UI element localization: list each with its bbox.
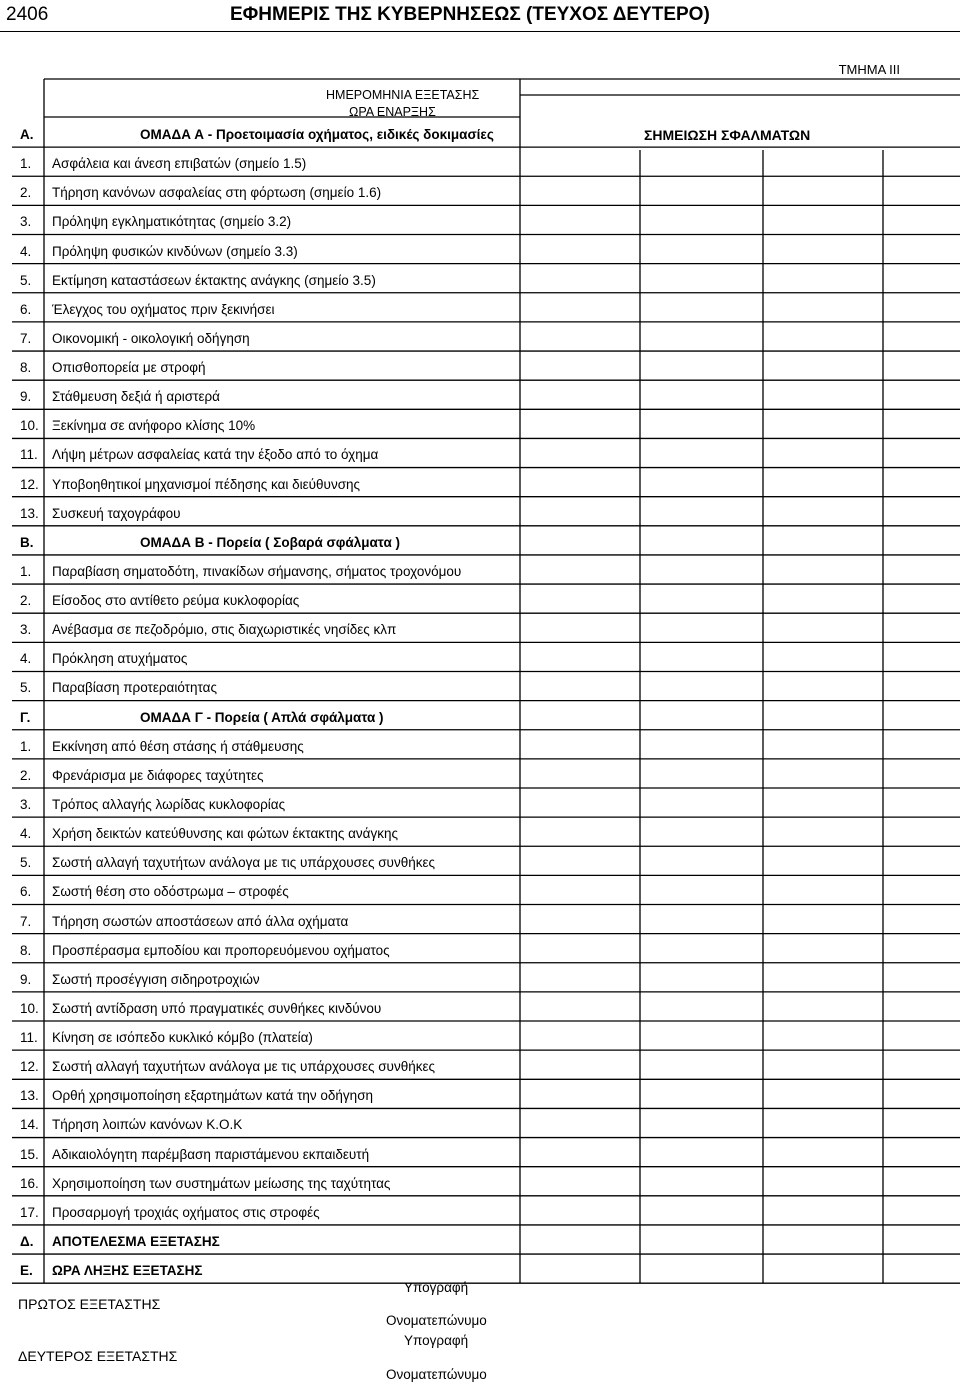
errors-column-title: ΣΗΜΕΙΩΣΗ ΣΦΑΛΜΑΤΩΝ [644, 127, 811, 143]
table-row [0, 905, 960, 934]
table-row [0, 1167, 960, 1196]
table-row [0, 963, 960, 992]
row-label: Σωστή θέση στο οδόστρωμα – στροφές [52, 884, 289, 900]
row-label: Σωστή προσέγγιση σιδηροτροχιών [52, 971, 260, 987]
table-row [0, 264, 960, 293]
table-row [0, 468, 960, 497]
row-number: 13. [20, 1088, 39, 1104]
row-label: Υποβοηθητικοί μηχανισμοί πέδησης και διεύθυνσης [52, 476, 361, 492]
table-row [0, 613, 960, 642]
row-number: 2. [20, 767, 32, 783]
row-label: Πρόληψη εγκληματικότητας (σημείο 3.2) [52, 214, 292, 230]
row-label: Συσκευή ταχογράφου [52, 505, 181, 521]
row-number: 12. [20, 476, 39, 492]
row-label: Κίνηση σε ισόπεδο κυκλικό κόμβο (πλατεία) [52, 1030, 313, 1046]
row-label: Εκτίμηση καταστάσεων έκτακτης ανάγκης (σημείο 3.5) [52, 272, 376, 288]
group-header-row [0, 526, 960, 555]
row-label: Στάθμευση δεξιά ή αριστερά [52, 389, 220, 405]
row-number: 11. [20, 1030, 38, 1046]
row-number: 12. [20, 1059, 39, 1075]
row-number: 15. [20, 1146, 39, 1162]
table-row [0, 1108, 960, 1137]
row-label: Τήρηση κανόνων ασφαλείας στη φόρτωση (σημείο 1.6) [52, 185, 382, 201]
row-label: Έλεγχος του οχήματος πριν ξεκινήσει [52, 301, 275, 317]
table-row [0, 1138, 960, 1167]
row-label: Παραβίαση σηματοδότη, πινακίδων σήμανσης, σήματος τροχονόμου [52, 563, 462, 579]
table-row [0, 1196, 960, 1225]
row-number: Α. [20, 127, 34, 142]
row-label: Σωστή αλλαγή ταχυτήτων ανάλογα με τις υπάρχουσες συνθήκες [52, 1059, 435, 1075]
table-row [0, 759, 960, 788]
table-row [0, 322, 960, 351]
first-examiner-label: ΠΡΩΤΟΣ ΕΞΕΤΑΣΤΗΣ [18, 1296, 161, 1312]
row-number: 4. [20, 243, 32, 259]
table-row [0, 1050, 960, 1079]
start-time-label: ΩΡΑ ΕΝΑΡΞΗΣ [349, 105, 436, 119]
table-row [0, 438, 960, 467]
table-row [0, 555, 960, 584]
row-number: 2. [20, 593, 32, 609]
table-row [0, 1079, 960, 1108]
table-row [0, 934, 960, 963]
row-number: 10. [20, 1000, 39, 1016]
row-number: 7. [20, 330, 32, 346]
row-label: ΟΜΑΔΑ Α - Προετοιμασία οχήματος, ειδικές δοκιμασίες [140, 127, 494, 142]
row-label: Λήψη μέτρων ασφαλείας κατά την έξοδο από το όχημα [52, 447, 379, 463]
row-number: 6. [20, 301, 32, 317]
row-label: Πρόληψη φυσικών κινδύνων (σημείο 3.3) [52, 243, 298, 259]
group-header-row [0, 701, 960, 730]
row-label: Παραβίαση προτεραιότητας [52, 680, 217, 696]
row-number: 1. [20, 156, 32, 172]
row-number: 3. [20, 796, 32, 812]
gazette-title: ΕΦΗΜΕΡΙΣ ΤΗΣ ΚΥΒΕΡΝΗΣΕΩΣ (ΤΕΥΧΟΣ ΔΕΥΤΕΡΟ) [230, 4, 710, 25]
table-row [0, 409, 960, 438]
row-number: 3. [20, 622, 32, 638]
row-label: Σωστή αντίδραση υπό πραγματικές συνθήκες κινδύνου [52, 1000, 382, 1016]
second-signature-label: Υπογραφή [404, 1333, 469, 1348]
row-label: Σωστή αλλαγή ταχυτήτων ανάλογα με τις υπάρχουσες συνθήκες [52, 855, 435, 871]
row-number: 13. [20, 505, 39, 521]
row-label: ΟΜΑΔΑ Β - Πορεία ( Σοβαρά σφάλματα ) [140, 534, 400, 550]
row-label: ΩΡΑ ΛΗΞΗΣ ΕΞΕΤΑΣΗΣ [52, 1263, 203, 1279]
row-number: 4. [20, 826, 32, 842]
table-row [0, 671, 960, 700]
result-row [0, 1254, 960, 1283]
table-row [0, 642, 960, 671]
table-row [0, 875, 960, 904]
row-number: 5. [20, 680, 32, 696]
row-label: Τήρηση σωστών αποστάσεων από άλλα οχήματα [52, 913, 349, 929]
row-label: Χρήση δεικτών κατεύθυνσης και φώτων έκτακτης ανάγκης [52, 826, 398, 842]
row-number: 8. [20, 942, 32, 958]
table-row [0, 176, 960, 205]
table-row [0, 497, 960, 526]
row-label: Ασφάλεια και άνεση επιβατών (σημείο 1.5) [52, 156, 307, 172]
table-row [0, 380, 960, 409]
row-number: Γ. [20, 709, 31, 725]
row-number: 8. [20, 360, 32, 376]
row-label: Τρόπος αλλαγής λωρίδας κυκλοφορίας [52, 796, 286, 812]
first-signature-label: Υπογραφή [404, 1280, 469, 1295]
row-number: 16. [20, 1175, 39, 1191]
table-row [0, 205, 960, 234]
row-number: Ε. [20, 1263, 33, 1279]
row-label: Εκκίνηση από θέση στάσης ή στάθμευσης [52, 738, 304, 754]
row-number: 7. [20, 913, 32, 929]
table-row [0, 846, 960, 875]
row-number: 1. [20, 738, 32, 754]
result-row [0, 1225, 960, 1254]
row-label: Πρόκληση ατυχήματος [52, 651, 188, 667]
row-number: 14. [20, 1117, 39, 1133]
table-row [0, 788, 960, 817]
row-number: 6. [20, 884, 32, 900]
row-number: 5. [20, 272, 32, 288]
row-number: 4. [20, 651, 32, 667]
row-label: Οικονομική - οικολογική οδήγηση [52, 330, 250, 346]
first-name-label: Ονοματεπώνυμο [386, 1313, 487, 1328]
table-row [0, 351, 960, 380]
row-label: Προσπέρασμα εμποδίου και προπορευόμενου οχήματος [52, 942, 390, 958]
row-number: 11. [20, 447, 38, 463]
row-label: ΑΠΟΤΕΛΕΣΜΑ ΕΞΕΤΑΣΗΣ [52, 1233, 220, 1249]
row-label: ΟΜΑΔΑ Γ - Πορεία ( Απλά σφάλματα ) [140, 709, 384, 725]
row-label: Είσοδος στο αντίθετο ρεύμα κυκλοφορίας [52, 593, 300, 609]
table-row [0, 817, 960, 846]
table-row [0, 147, 960, 176]
table-row [0, 584, 960, 613]
group-header-row [0, 118, 960, 147]
table-row [0, 992, 960, 1021]
row-label: Φρενάρισμα με διάφορες ταχύτητες [52, 767, 264, 783]
header-rule [0, 31, 960, 32]
row-number: 9. [20, 971, 32, 987]
exam-date-label: ΗΜΕΡΟΜΗΝΙΑ ΕΞΕΤΑΣΗΣ [326, 88, 480, 102]
table-row [0, 235, 960, 264]
table-row [0, 293, 960, 322]
row-number: 17. [20, 1204, 39, 1220]
row-number: 5. [20, 855, 32, 871]
row-number: Β. [20, 534, 34, 550]
section-label: ΤΜΗΜΑ III [838, 62, 900, 77]
row-number: 10. [20, 418, 39, 434]
row-label: Προσαρμογή τροχιάς οχήματος στις στροφές [52, 1204, 320, 1220]
row-number: 3. [20, 214, 32, 230]
row-label: Ξεκίνημα σε ανήφορο κλίσης 10% [52, 418, 256, 434]
row-number: 2. [20, 185, 32, 201]
row-label: Οπισθοπορεία με στροφή [52, 360, 206, 376]
row-number: Δ. [20, 1233, 34, 1249]
row-label: Ορθή χρησιμοποίηση εξαρτημάτων κατά την οδήγηση [52, 1088, 374, 1104]
table-row [0, 1021, 960, 1050]
table-row [0, 730, 960, 759]
row-label: Χρησιμοποίηση των συστημάτων μείωσης της ταχύτητας [52, 1175, 391, 1191]
row-number: 9. [20, 389, 32, 405]
row-label: Τήρηση λοιπών κανόνων Κ.Ο.Κ [52, 1117, 243, 1133]
row-label: Ανέβασμα σε πεζοδρόμιο, στις διαχωριστικές νησίδες κλπ [52, 622, 397, 638]
second-examiner-label: ΔΕΥΤΕΡΟΣ ΕΞΕΤΑΣΤΗΣ [18, 1348, 178, 1364]
row-label: Αδικαιολόγητη παρέμβαση παριστάμενου εκπαιδευτή [52, 1146, 370, 1162]
page-number: 2406 [6, 4, 49, 25]
second-name-label: Ονοματεπώνυμο [386, 1367, 487, 1382]
row-number: 1. [20, 563, 32, 579]
